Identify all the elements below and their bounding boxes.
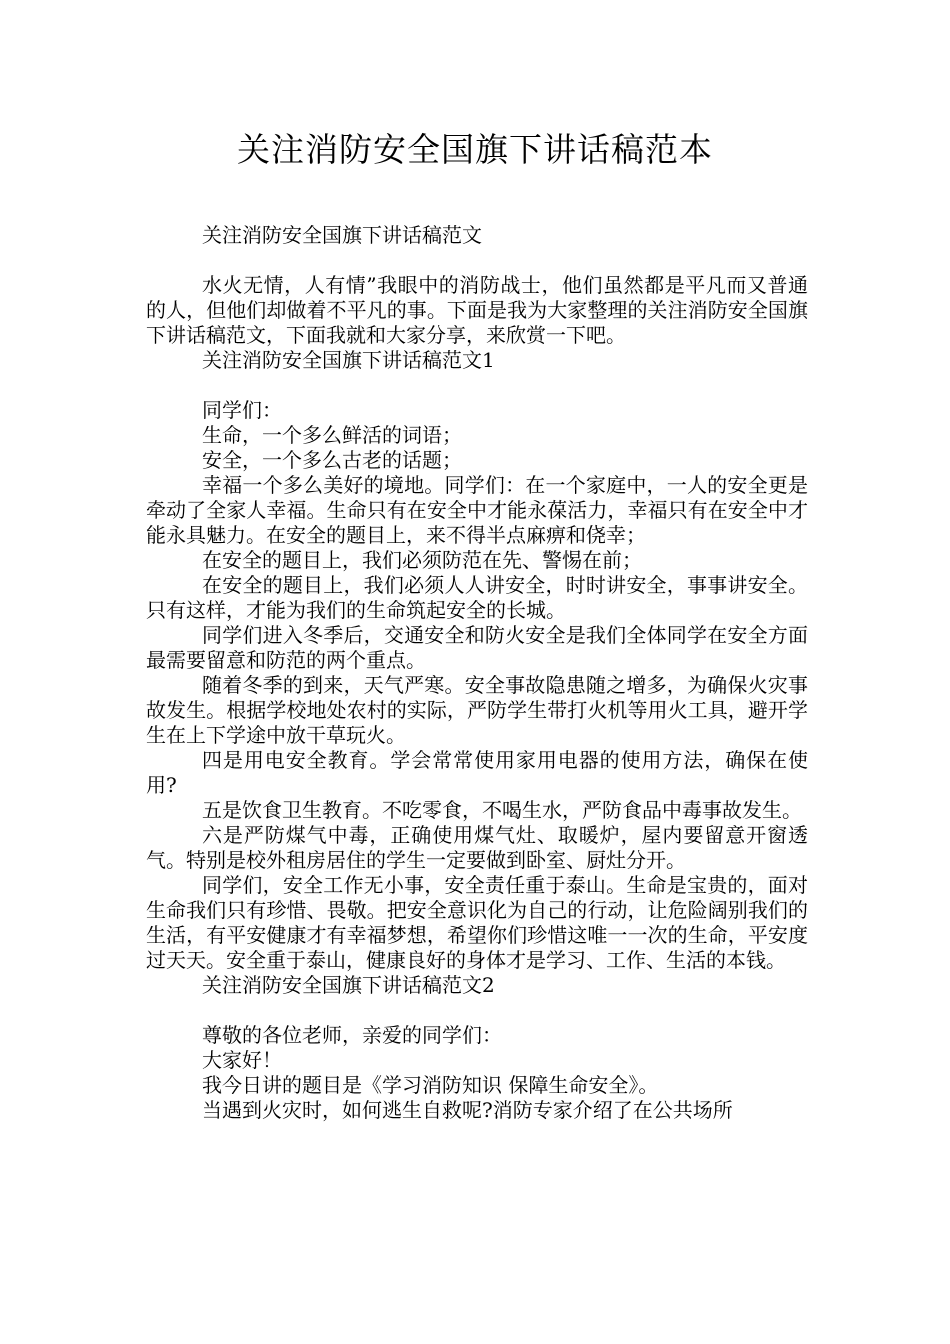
body-paragraph: 五是饮食卫生教育。不吃零食，不喝生水，严防食品中毒事故发生。 <box>202 798 802 822</box>
section-heading-2: 关注消防安全国旗下讲话稿范文2 <box>202 973 495 997</box>
body-paragraph: 随着冬季的到来，天气严寒。安全事故隐患随之增多，为确保火灾事故发生。根据学校地处农村的实际，严防学生带打火机等用火工具，避开学生在上下学途中放干草玩火。 <box>146 673 808 747</box>
body-paragraph: 生命，一个多么鲜活的词语； <box>202 423 462 447</box>
body-paragraph: 六是严防煤气中毒，正确使用煤气灶、取暖炉，屋内要留意开窗透气。特别是校外租房居住的学生一定要做到卧室、厨灶分开。 <box>146 823 808 872</box>
body-paragraph: 在安全的题目上，我们必须人人讲安全，时时讲安全，事事讲安全。只有这样，才能为我们的生命筑起安全的长城。 <box>146 573 808 622</box>
body-paragraph: 当遇到火灾时，如何逃生自救呢?消防专家介绍了在公共场所 <box>202 1098 733 1122</box>
blank-line <box>146 998 808 1023</box>
body-paragraph: 四是用电安全教育。学会常常使用家用电器的使用方法，确保在使用? <box>146 748 808 797</box>
body-paragraph: 在安全的题目上，我们必须防范在先、警惕在前； <box>202 548 642 572</box>
body-paragraph: 同学们进入冬季后，交通安全和防火安全是我们全体同学在安全方面最需要留意和防范的两个重点。 <box>146 623 808 672</box>
subtitle-paragraph: 关注消防安全国旗下讲话稿范文 <box>202 223 482 247</box>
salutation: 同学们： <box>202 398 282 422</box>
body-paragraph: 我今日讲的题目是《学习消防知识 保障生命安全》。 <box>202 1073 659 1097</box>
intro-paragraph: 水火无情，人有情”我眼中的消防战士，他们虽然都是平凡而又普通的人，但他们却做着不平凡的事。下面是我为大家整理的关注消防安全国旗下讲话稿范文，下面我就和大家分享，来欣赏一下吧。 <box>146 273 808 347</box>
body-paragraph: 幸福一个多么美好的境地。同学们：在一个家庭中，一人的安全更是牵动了全家人幸福。生命只有在安全中才能永葆活力，幸福只有在安全中才能永具魅力。在安全的题目上，来不得半点麻痹和侥幸； <box>146 473 808 547</box>
blank-line <box>146 248 808 273</box>
document-body <box>146 223 808 1123</box>
section-heading-1: 关注消防安全国旗下讲话稿范文1 <box>202 348 495 372</box>
salutation: 尊敬的各位老师，亲爱的同学们： <box>202 1023 502 1047</box>
blank-line <box>146 373 808 398</box>
body-paragraph: 同学们，安全工作无小事，安全责任重于泰山。生命是宝贵的，面对生命我们只有珍惜、畏敬。把安全意识化为自己的行动，让危险阔别我们的生活，有平安健康才有幸福梦想，希望你们珍惜这唯一一次的生命，平安度过天天。安全重于泰山，健康良好的身体才是学习、工作、生活的本钱。 <box>146 873 808 972</box>
document-title: 关注消防安全国旗下讲话稿范本 <box>237 130 713 169</box>
body-paragraph: 安全，一个多么古老的话题； <box>202 448 462 472</box>
greeting: 大家好！ <box>202 1048 282 1072</box>
